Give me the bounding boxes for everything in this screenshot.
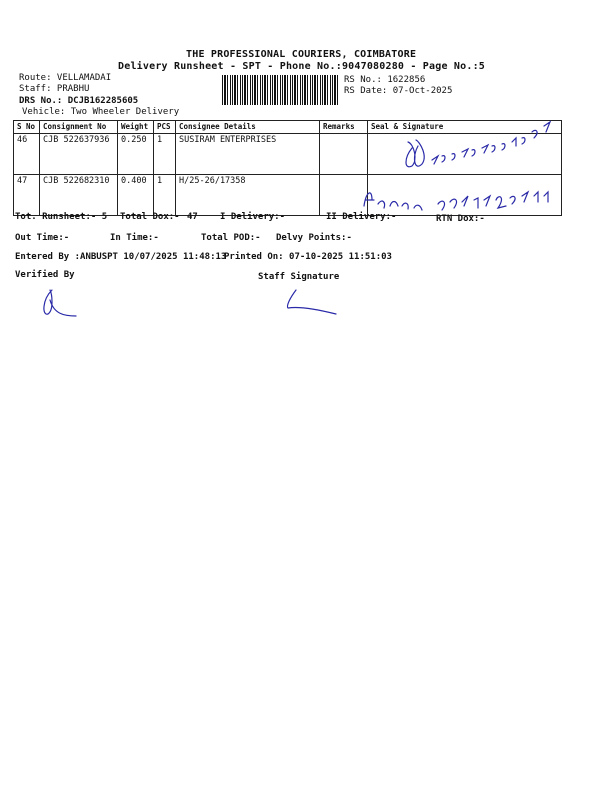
row47-handwritten-number [438, 192, 548, 210]
col-sno: S No [14, 121, 40, 134]
rtn-dox: RTN Dox:- [436, 214, 485, 224]
staff-label: Staff: PRABHU [19, 84, 90, 94]
col-weight: Weight [118, 121, 154, 134]
total-dox-label: Total Dox:- [120, 212, 180, 222]
cell-consignment: CJB 522682310 [40, 175, 118, 216]
printed-on: Printed On: 07-10-2025 11:51:03 [224, 252, 392, 262]
verified-by-label: Verified By [15, 270, 75, 280]
cell-pcs: 1 [154, 134, 176, 175]
vehicle-label: Vehicle: Two Wheeler Delivery [22, 107, 180, 117]
cell-pcs: 1 [154, 175, 176, 216]
col-seal: Seal & Signature [368, 121, 562, 134]
cell-consignee: H/25-26/17358 [176, 175, 320, 216]
cell-consignment: CJB 522637936 [40, 134, 118, 175]
row46-handwritten-number [432, 122, 550, 164]
cell-weight: 0.400 [118, 175, 154, 216]
in-time: In Time:- [110, 233, 159, 243]
entered-by: Entered By :ANBUSPT 10/07/2025 11:48:13 [15, 252, 227, 262]
col-remarks: Remarks [320, 121, 368, 134]
i-delivery: I Delivery:- [220, 212, 286, 222]
cell-sno: 46 [14, 134, 40, 175]
row47-signature-mark [364, 193, 422, 210]
cell-sno: 47 [14, 175, 40, 216]
runsheet-title: Delivery Runsheet - SPT - Phone No.:9047080280 - Page No.:5 [118, 61, 486, 72]
total-dox-value: 47 [187, 212, 198, 222]
cell-weight: 0.250 [118, 134, 154, 175]
out-time: Out Time:- [15, 233, 70, 243]
ii-delivery: II Delivery:- [326, 212, 397, 222]
tot-runsheet: Tot. Runsheet:- 5 [15, 212, 108, 222]
rs-date: RS Date: 07-Oct-2025 [344, 86, 453, 96]
company-title: THE PROFESSIONAL COURIERS, COIMBATORE [186, 49, 417, 60]
cell-consignee: SUSIRAM ENTERPRISES [176, 134, 320, 175]
delvy-points: Delvy Points:- [276, 233, 352, 243]
verified-by-signature [44, 290, 76, 316]
staff-signature-mark [287, 290, 336, 314]
col-consignment: Consignment No [40, 121, 118, 134]
route-label: Route: VELLAMADAI [19, 73, 112, 83]
col-pcs: PCS [154, 121, 176, 134]
total-pod: Total POD:- [201, 233, 261, 243]
col-consignee: Consignee Details [176, 121, 320, 134]
rs-number: RS No.: 1622856 [344, 75, 426, 85]
staff-signature-label: Staff Signature [258, 272, 340, 282]
row46-signature-mark [406, 140, 424, 167]
drs-number: DRS No.: DCJB162285605 [19, 96, 139, 106]
